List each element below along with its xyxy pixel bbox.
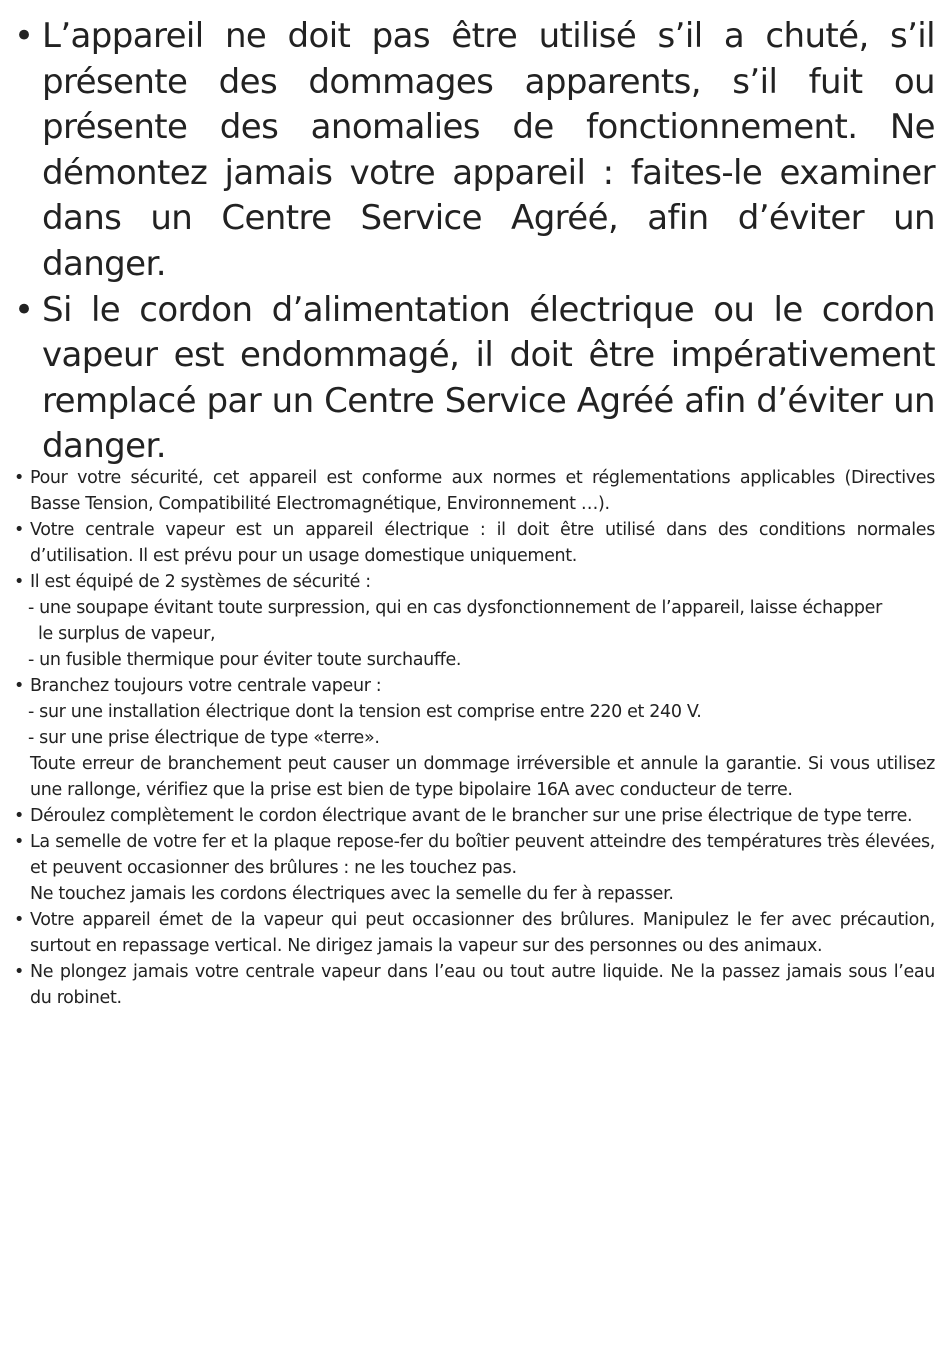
- safety-text: Branchez toujours votre centrale vapeur :: [30, 676, 382, 696]
- safety-text: Votre appareil émet de la vapeur qui peut occasionner des brûlures. Manipulez le fer avec précaution, surtout en repassage vertical. Ne dirigez jamais la vapeur sur des personnes ou des animaux.: [30, 910, 935, 956]
- bullet: •: [14, 289, 34, 330]
- safety-text: Déroulez complètement le cordon électrique avant de le brancher sur une prise électrique de type terre.: [30, 806, 913, 826]
- bullet: •: [14, 572, 24, 592]
- safety-instructions-list: [14, 465, 935, 1011]
- sub-item-continuation: le surplus de vapeur,: [38, 624, 216, 644]
- bullet: •: [14, 676, 24, 696]
- bullet: •: [14, 832, 24, 852]
- sub-item: [14, 647, 935, 673]
- safety-item-body: [30, 829, 935, 907]
- sub-item: [14, 595, 935, 647]
- safety-item-body: [30, 907, 935, 959]
- safety-text: La semelle de votre fer et la plaque repose-fer du boîtier peuvent atteindre des températures très élevées, et peuvent occasionner des brûlures : ne les touchez pas.: [30, 832, 935, 878]
- safety-item: [14, 959, 935, 1011]
- safety-item-body: [30, 517, 935, 569]
- bullet: •: [14, 520, 24, 540]
- sub-item: [14, 699, 935, 725]
- safety-item-body: [30, 673, 935, 803]
- safety-text: Il est équipé de 2 systèmes de sécurité :: [30, 572, 371, 592]
- safety-text: Votre centrale vapeur est un appareil électrique : il doit être utilisé dans des conditions normales d’utilisation. Il est prévu pour un usage domestique uniquement.: [30, 520, 935, 566]
- major-warning-text: L’appareil ne doit pas être utilisé s’il a chuté, s’il présente des dommages apparents, s’il fuit ou présente des anomalies de fonctionnement. Ne démontez jamais votre appareil : faites-le examiner dans un Centre Service Agréé, afin d’éviter un danger.: [42, 16, 935, 284]
- safety-item-body: [30, 959, 935, 1011]
- safety-item: [14, 829, 935, 907]
- major-warning-item: [14, 288, 935, 470]
- sub-item-text: - sur une prise électrique de type «terre».: [28, 728, 380, 748]
- safety-item: [14, 907, 935, 959]
- sub-item-text: - un fusible thermique pour éviter toute surchauffe.: [28, 650, 462, 670]
- safety-text: Ne plongez jamais votre centrale vapeur dans l’eau ou tout autre liquide. Ne la passez jamais sous l’eau du robinet.: [30, 962, 935, 1008]
- safety-item: [14, 517, 935, 569]
- bullet: •: [14, 910, 24, 930]
- safety-note: Toute erreur de branchement peut causer un dommage irréversible et annule la garantie. Si vous utilisez une rallonge, vérifiez que la prise est bien de type bipolaire 16A avec conducteur de terre.: [30, 754, 935, 800]
- safety-item: [14, 673, 935, 803]
- bullet: •: [14, 962, 24, 982]
- safety-text: Pour votre sécurité, cet appareil est conforme aux normes et réglementations applicables (Directives Basse Tension, Compatibilité Electromagnétique, Environnement …).: [30, 468, 935, 514]
- safety-note: Ne touchez jamais les cordons électriques avec la semelle du fer à repasser.: [30, 884, 674, 904]
- major-warning-item: [14, 14, 935, 288]
- sub-item-text: - sur une installation électrique dont la tension est comprise entre 220 et 240 V.: [28, 702, 702, 722]
- safety-item: [14, 569, 935, 673]
- safety-item-body: [30, 465, 935, 517]
- sub-item-text: - une soupape évitant toute surpression, qui en cas dysfonctionnement de l’appareil, laisse échapper: [28, 598, 882, 618]
- major-warnings-list: [14, 14, 935, 470]
- bullet: •: [14, 16, 34, 56]
- bullet: •: [14, 806, 24, 826]
- safety-item: [14, 465, 935, 517]
- bullet: •: [14, 468, 24, 488]
- major-warning-text: Si le cordon d’alimentation électrique ou le cordon vapeur est endommagé, il doit être impérativement remplacé par un Centre Service Agréé afin d’éviter un danger.: [42, 289, 935, 467]
- sub-item: [14, 725, 935, 751]
- safety-item-body: [30, 803, 935, 829]
- safety-item-body: [30, 569, 935, 673]
- safety-item: [14, 803, 935, 829]
